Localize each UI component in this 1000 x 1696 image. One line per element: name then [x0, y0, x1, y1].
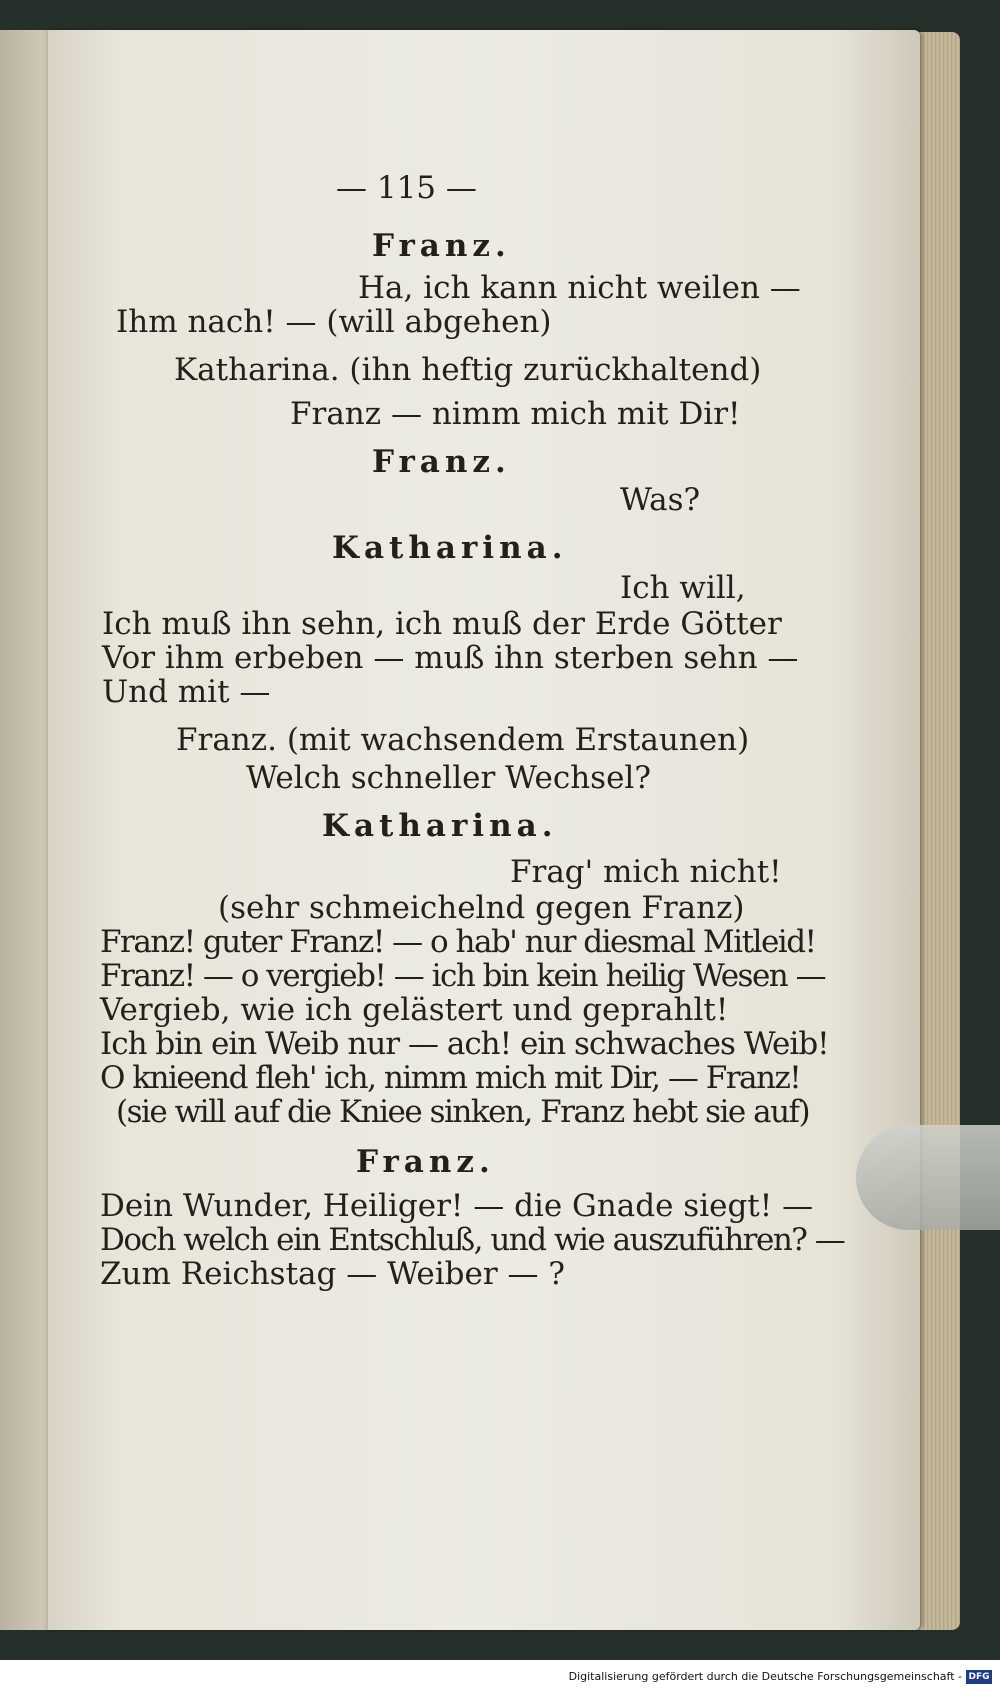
speaker-katharina-direction: Katharina. (ihn heftig zurückhaltend) [174, 352, 762, 388]
page-number: — 115 — [336, 170, 477, 206]
dfg-logo: DFG [966, 1670, 992, 1684]
verse-line: Franz — nimm mich mit Dir! [290, 396, 741, 432]
stage-direction: (sehr schmeichelnd gegen Franz) [218, 890, 745, 926]
verse-line: Und mit — [102, 674, 271, 710]
speaker-franz: Franz. [356, 1144, 495, 1180]
verse-line: Was? [620, 482, 701, 518]
speaker-katharina: Katharina. [332, 530, 568, 566]
footer-credit: Digitalisierung gefördert durch die Deutsche Forschungsgemeinschaft - [568, 1670, 962, 1683]
verse-line: Ich muß ihn sehn, ich muß der Erde Götter [102, 606, 782, 642]
verse-line: Ich bin ein Weib nur — ach! ein schwaches Weib! [100, 1026, 829, 1062]
speaker-franz: Franz. [372, 444, 511, 480]
verse-line: O knieend fleh' ich, nimm mich mit Dir, — Franz! [100, 1060, 801, 1096]
verse-line: Vor ihm erbeben — muß ihn sterben sehn — [102, 640, 799, 676]
verse-line: Franz! — o vergieb! — ich bin kein heilig Wesen — [100, 958, 826, 994]
verse-line: Ha, ich kann nicht weilen — [358, 270, 801, 306]
verse-line: Zum Reichstag — Weiber — ? [100, 1256, 566, 1292]
verse-line: Ich will, [620, 570, 746, 606]
verse-line: Doch welch ein Entschluß, und wie auszuführen? — [100, 1222, 845, 1258]
verse-line: Franz! guter Franz! — o hab' nur diesmal Mitleid! [100, 924, 816, 960]
verse-line: Frag' mich nicht! [510, 854, 782, 890]
footer-bar [0, 1660, 1000, 1696]
verse-line: Dein Wunder, Heiliger! — die Gnade siegt! — [100, 1188, 814, 1224]
verse-line: Welch schneller Wechsel? [246, 760, 651, 796]
book-clip [856, 1125, 1000, 1230]
stage-direction: (sie will auf die Kniee sinken, Franz hebt sie auf) [116, 1094, 810, 1130]
verse-line: Vergieb, wie ich gelästert und geprahlt! [100, 992, 729, 1028]
speaker-katharina: Katharina. [322, 808, 558, 844]
speaker-franz: Franz. [372, 228, 511, 264]
verse-line: Ihm nach! — (will abgehen) [116, 304, 552, 340]
speaker-franz-direction: Franz. (mit wachsendem Erstaunen) [176, 722, 750, 758]
